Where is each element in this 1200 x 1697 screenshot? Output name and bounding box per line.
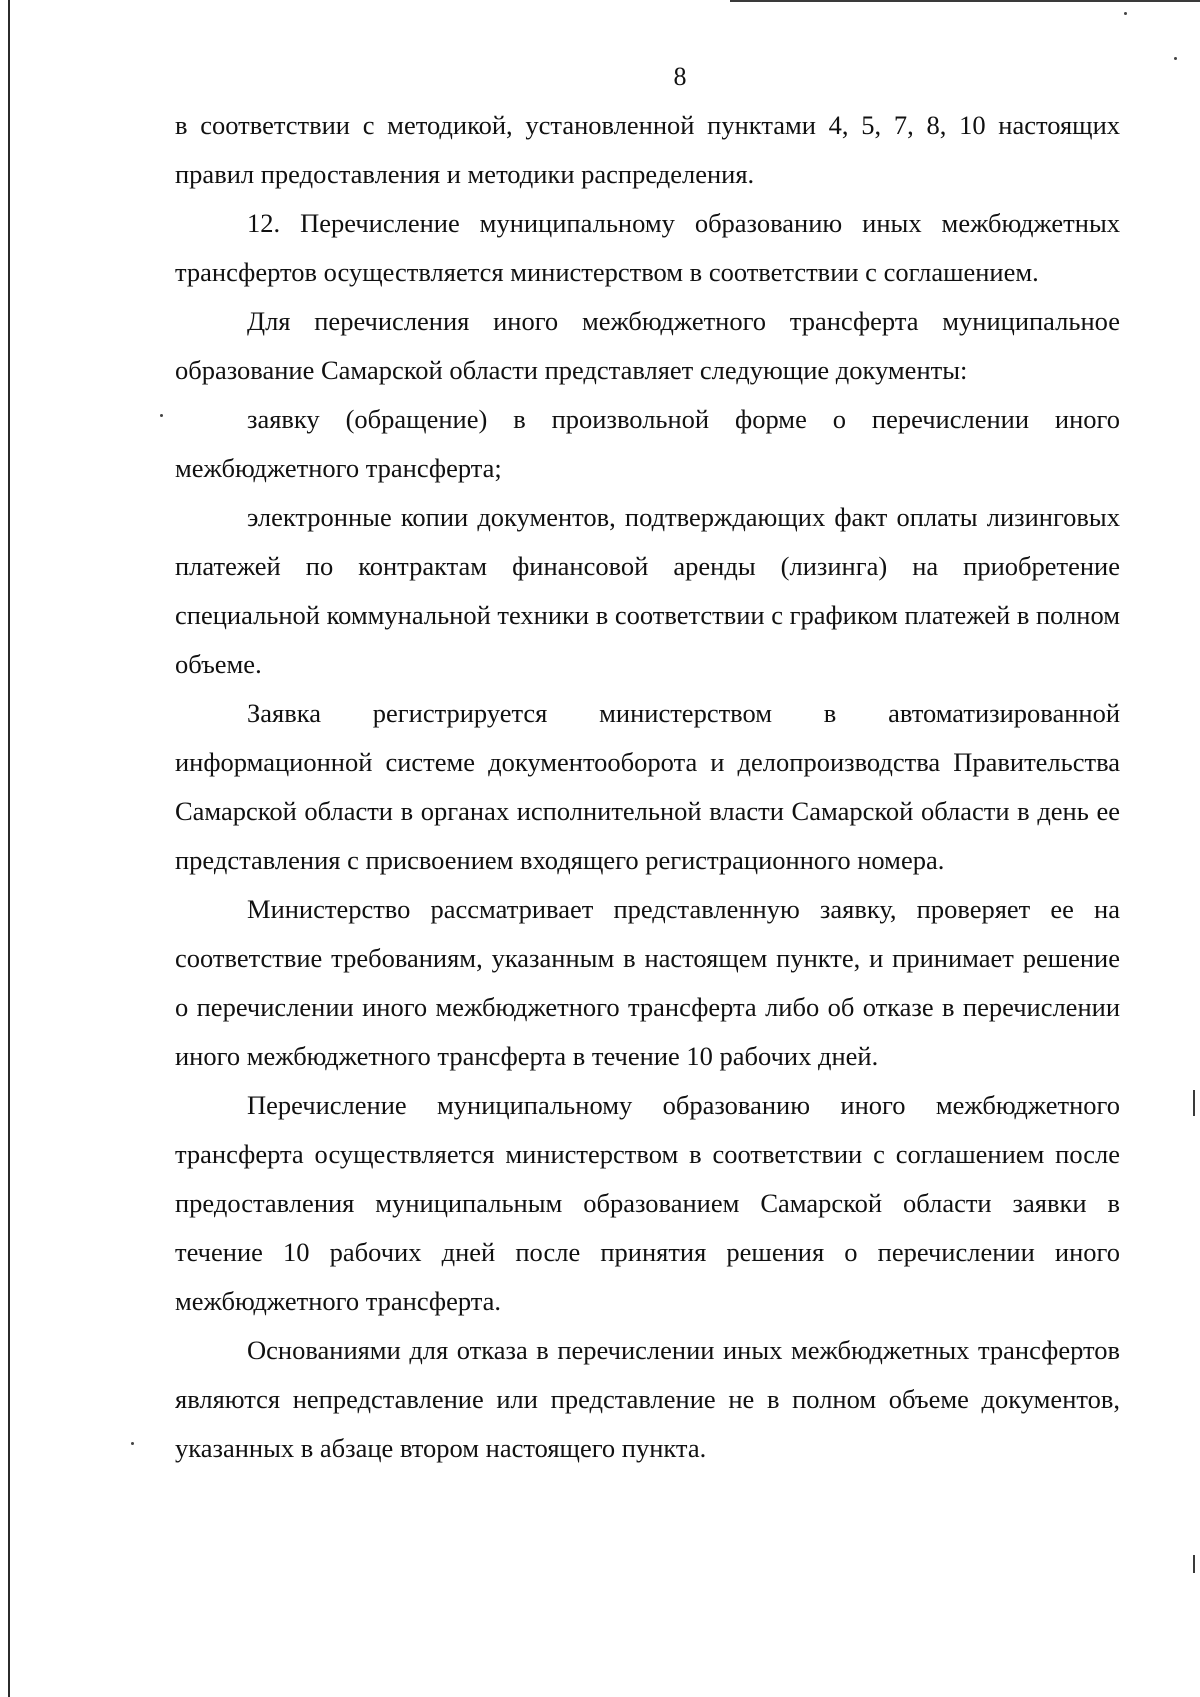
scan-edge-left — [8, 0, 10, 1697]
body-text — [175, 101, 1120, 1473]
paragraph: Для перечисления иного межбюджетного трансферта муниципальное образование Самарской области представляет следующие документы: — [175, 306, 1120, 385]
page-number: 8 — [673, 62, 687, 91]
scan-mark-right — [1193, 1090, 1195, 1116]
paragraph: Перечисление муниципальному образованию иного межбюджетного трансферта осуществляется министерством в соответствии с соглашением после предоставления муниципальным образованием Самарской области заявки в течение 10 рабочих дней после принятия решения о перечислении иного межбюджетного трансферта. — [175, 1090, 1120, 1316]
paragraph: 12. Перечисление муниципальному образованию иных межбюджетных трансфертов осуществляется министерством в соответствии с соглашением. — [175, 208, 1120, 287]
paragraph: в соответствии с методикой, установленной пунктами 4, 5, 7, 8, 10 настоящих правил предоставления и методики распределения. — [175, 110, 1120, 189]
scan-edge-top — [730, 0, 1200, 2]
paragraph: электронные копии документов, подтверждающих факт оплаты лизинговых платежей по контрактам финансовой аренды (лизинга) на приобретение специальной коммунальной техники в соответствии с графиком платежей в полном объеме. — [175, 502, 1120, 679]
scan-dot — [160, 414, 163, 417]
paragraph: Министерство рассматривает представленную заявку, проверяет ее на соответствие требованиям, указанным в настоящем пункте, и принимает решение о перечислении иного межбюджетного трансферта либо об отказе в перечислении иного межбюджетного трансферта в течение 10 рабочих дней. — [175, 894, 1120, 1071]
paragraph: Основаниями для отказа в перечислении иных межбюджетных трансфертов являются непредставление или представление не в полном объеме документов, указанных в абзаце втором настоящего пункта. — [175, 1335, 1120, 1463]
scan-dot — [1174, 57, 1177, 60]
paragraph: заявку (обращение) в произвольной форме о перечислении иного межбюджетного трансферта; — [175, 404, 1120, 483]
scan-mark-right — [1193, 1555, 1195, 1573]
scan-dot — [131, 1442, 134, 1445]
scan-dot — [1124, 12, 1127, 15]
paragraph: Заявка регистрируется министерством в автоматизированной информационной системе документооборота и делопроизводства Правительства Самарской области в органах исполнительной власти Самарской области в день ее представления с присвоением входящего регистрационного номера. — [175, 698, 1120, 875]
